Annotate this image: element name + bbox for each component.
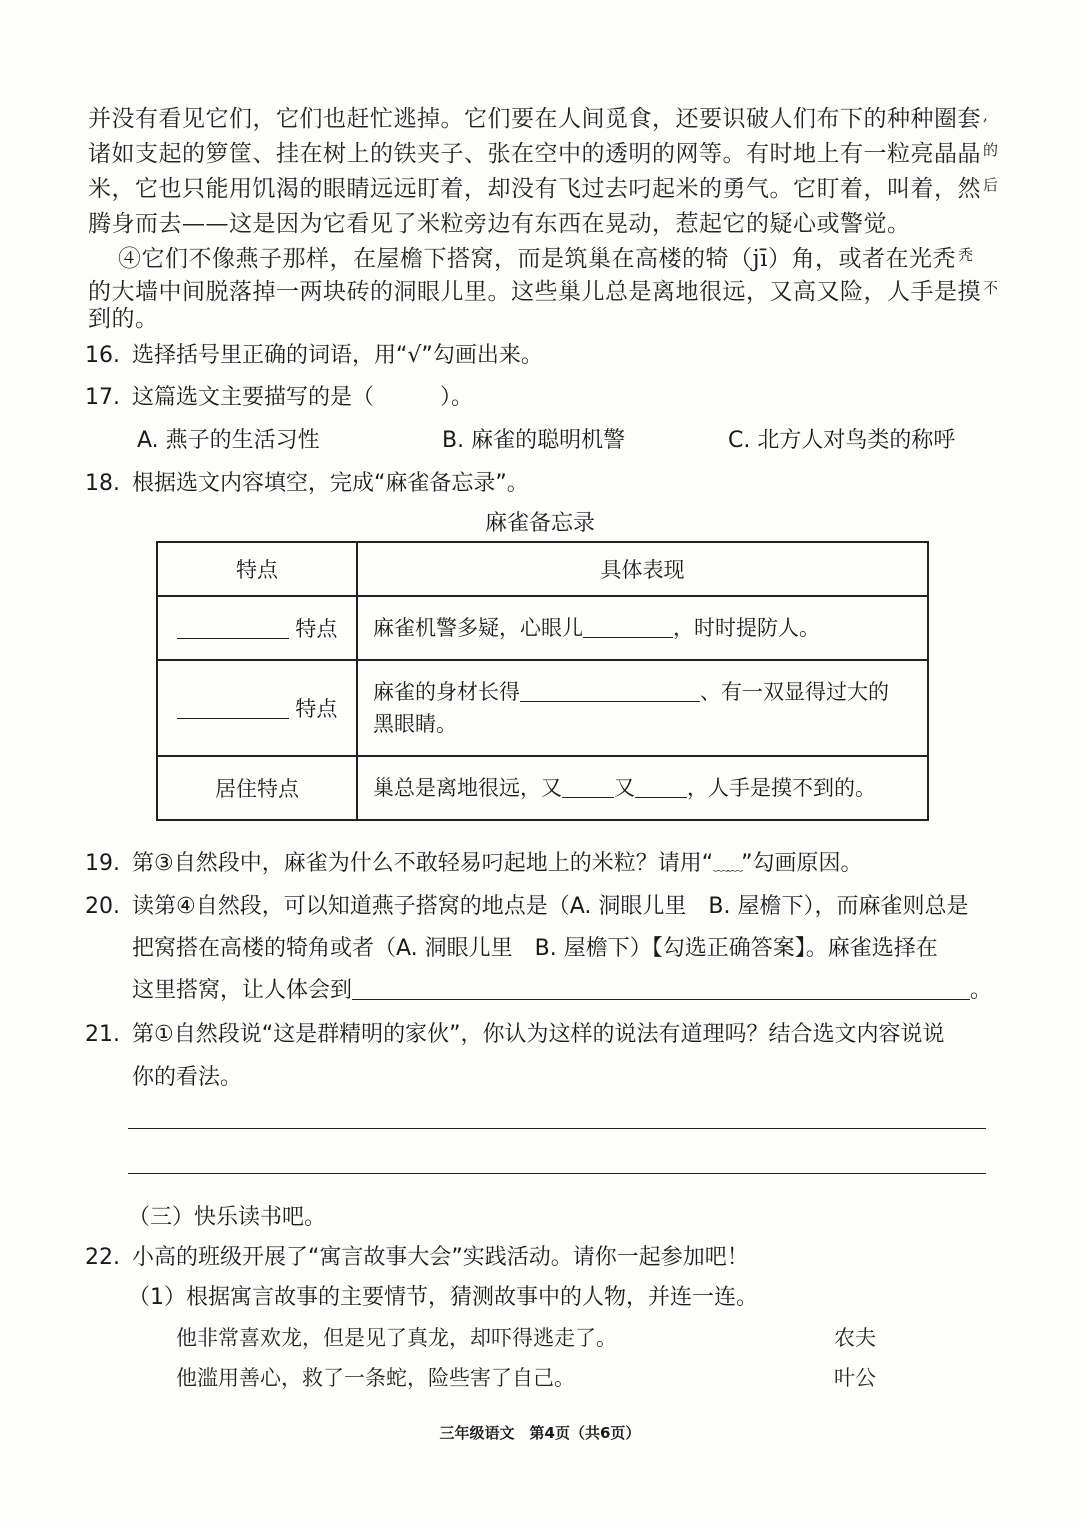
detail-text: ，人手是摸不到的。 — [687, 776, 876, 800]
plot-item[interactable]: 他滥用善心，救了一条蛇，险些害了自己。 — [176, 1366, 575, 1390]
question-21 — [85, 1017, 945, 1048]
feature-cell: 居住特点 — [157, 756, 357, 820]
detail-text: 、有一双显得过大的 — [700, 680, 889, 704]
question-16 — [85, 338, 543, 369]
passage-line: ④它们不像燕子那样，在屋檐下搭窝，而是筑巢在高楼的犄（jī）角，或者在光秃 $^秃$ — [118, 246, 974, 272]
section-title: （三）快乐读书吧。 — [128, 1205, 327, 1230]
question-number: 20. — [85, 894, 120, 919]
answer-blank[interactable] — [635, 775, 687, 798]
detail-text: 又 — [614, 776, 635, 800]
page-footer: 三年级语文 第4页（共6页） — [439, 1424, 641, 1442]
passage-line: 的大墙中间脱落掉一两块砖的洞眼儿里。这些巢儿总是离地很远，又高又险，人手是摸 $^不$ — [88, 279, 999, 305]
passage-line: 到的。 — [88, 306, 159, 332]
detail-text: ，时时提防人。 — [673, 616, 820, 640]
question-22-sub1: （1）根据寓言故事的主要情节，猜测故事中的人物，并连一连。 — [128, 1285, 758, 1310]
option-b[interactable]: B. 麻雀的聪明机警 — [442, 428, 626, 453]
answer-blank[interactable] — [520, 679, 700, 702]
feature-cell — [157, 660, 357, 756]
question-number: 22. — [85, 1245, 120, 1270]
detail-cell — [357, 660, 928, 756]
feature-label: 特点 — [295, 617, 338, 641]
answer-blank[interactable] — [562, 775, 614, 798]
detail-text: 黑眼睛。 — [373, 712, 457, 736]
memo-table — [156, 541, 929, 821]
question-19 — [85, 846, 863, 877]
detail-text: 麻雀的身材长得 — [373, 680, 520, 704]
question-text: 读第④自然段，可以知道燕子搭窝的地点是（A. 洞眼儿里 B. 屋檐下），而麻雀则总是 — [132, 894, 969, 919]
question-text: 第③自然段中，麻雀为什么不敢轻易叼起地上的米粒？请用“ — [132, 851, 714, 876]
question-21-line2: 你的看法。 — [132, 1065, 243, 1090]
question-text: ”勾画原因。 — [741, 851, 863, 876]
table-header-row — [157, 542, 928, 596]
header-detail: 具体表现 — [357, 542, 928, 596]
question-text: 小高的班级开展了“寓言故事大会”实践活动。请你一起参加吧！ — [132, 1245, 749, 1270]
person-item[interactable]: 农夫 — [834, 1326, 876, 1350]
passage-line: 米，它也只能用饥渴的眼睛远远盯着，却没有飞过去叼起米的勇气。它盯着，叫着，然 $^后$ — [88, 176, 999, 202]
header-feature: 特点 — [157, 542, 357, 596]
table-row — [157, 756, 928, 820]
question-text: 这篇选文主要描写的是（ ）。 — [132, 385, 474, 410]
table-row — [157, 660, 928, 756]
plot-item[interactable]: 他非常喜欢龙，但是见了真龙，却吓得逃走了。 — [176, 1326, 617, 1350]
question-20-line2: 把窝搭在高楼的犄角或者（A. 洞眼儿里 B. 屋檐下）【勾选正确答案】。麻雀选择在 — [132, 936, 938, 961]
answer-blank[interactable] — [177, 696, 289, 719]
detail-cell — [357, 596, 928, 660]
answer-line[interactable] — [128, 1173, 986, 1174]
answer-line[interactable] — [128, 1128, 986, 1129]
question-number: 18. — [85, 471, 120, 496]
feature-label: 特点 — [295, 697, 338, 721]
question-20-line3 — [132, 973, 992, 1004]
question-number: 19. — [85, 851, 120, 876]
question-20 — [85, 889, 968, 920]
option-c[interactable]: C. 北方人对鸟类的称呼 — [728, 428, 956, 453]
memo-caption: 麻雀备忘录 — [484, 511, 595, 536]
wavy-line-icon: ﹏﹏ — [713, 855, 742, 874]
answer-blank[interactable] — [583, 615, 673, 638]
passage-line: 并没有看见它们，它们也赶忙逃掉。它们要在人间觅食，还要识破人们布下的种种圈套 , — [88, 106, 988, 132]
detail-text: 巢总是离地很远，又 — [373, 776, 562, 800]
table-row — [157, 596, 928, 660]
passage-line: 腾身而去——这是因为它看见了米粒旁边有东西在晃动，惹起它的疑心或警觉。 — [88, 211, 911, 237]
question-number: 21. — [85, 1022, 120, 1047]
question-text: 这里搭窝，让人体会到 — [132, 978, 353, 1003]
question-text: 第①自然段说“这是群精明的家伙”，你认为这样的说法有道理吗？结合选文内容说说 — [132, 1022, 945, 1047]
answer-blank[interactable] — [177, 616, 289, 639]
detail-text: 麻雀机警多疑，心眼儿 — [373, 616, 583, 640]
question-text: 选择括号里正确的词语，用“√”勾画出来。 — [132, 343, 543, 368]
question-text: 根据选文内容填空，完成“麻雀备忘录”。 — [132, 471, 529, 496]
answer-blank[interactable] — [352, 977, 970, 1000]
question-17 — [85, 380, 473, 411]
detail-cell — [357, 756, 928, 820]
person-item[interactable]: 叶公 — [834, 1366, 876, 1390]
question-text: 。 — [970, 978, 993, 1003]
question-number: 17. — [85, 385, 120, 410]
passage-line: 诸如支起的箩筐、挂在树上的铁夹子、张在空中的透明的网等。有时地上有一粒亮晶晶 $^的$ — [88, 141, 999, 167]
question-number: 16. — [85, 343, 120, 368]
option-a[interactable]: A. 燕子的生活习性 — [137, 428, 320, 453]
feature-cell — [157, 596, 357, 660]
question-22 — [85, 1240, 749, 1271]
question-18 — [85, 466, 529, 497]
